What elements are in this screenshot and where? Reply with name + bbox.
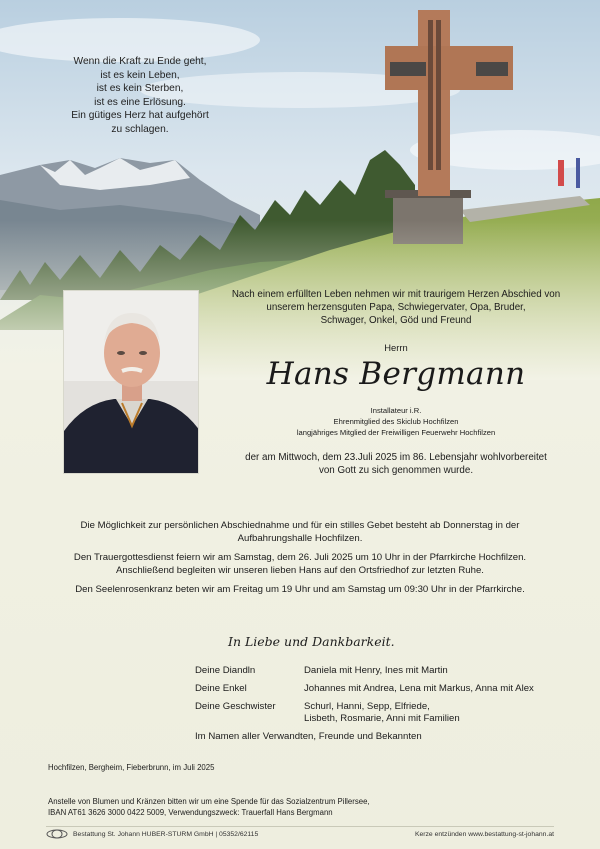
intro-text xyxy=(218,289,574,327)
family-value-line: Johannes mit Andrea, Lena mit Markus, Anna mit Alex xyxy=(304,682,534,694)
death-notice xyxy=(218,451,574,477)
intro-line: Schwager, Onkel, Göd und Freund xyxy=(320,314,472,326)
family-row xyxy=(195,665,575,678)
poem-line: zu schlagen. xyxy=(111,123,169,135)
announcements xyxy=(30,520,570,604)
family-label: Deine Diandln xyxy=(195,665,256,676)
family-label: Deine Geschwister xyxy=(195,700,276,712)
place-date: Hochfilzen, Bergheim, Fieberbrunn, im Juli 2025 xyxy=(48,763,215,772)
announcement-line: Den Seelenrosenkranz beten wir am Freitag um 19 Uhr und am Samstag um 09:30 Uhr in der Pfarrkirche. xyxy=(75,584,525,596)
announcement-line: Aufbahrungshalle Hochfilzen. xyxy=(237,532,363,544)
candle-link[interactable]: Kerze entzünden www.bestattung-st-johann.at xyxy=(414,830,554,838)
family-value xyxy=(304,701,575,727)
footer-company-block xyxy=(46,829,258,839)
poem-line: ist es kein Leben, xyxy=(100,69,180,81)
announcement-line: Den Trauergottesdienst feiern wir am Samstag, dem 26. Juli 2025 um 10 Uhr in der Pfarrkirche Hochfilzen. xyxy=(73,552,527,564)
footer-company: Bestattung St. Johann HUBER-STURM GmbH | 05352/62115 xyxy=(73,830,259,838)
role-line: Installateur i.R. xyxy=(370,406,422,415)
poem-line: ist es eine Erlösung. xyxy=(94,96,186,108)
family-row xyxy=(195,701,575,727)
family-value-line: Lisbeth, Rosmarie, Anni mit Familien xyxy=(304,713,460,725)
role-line: langjähriges Mitglied der Freiwilligen Feuerwehr Hochfilzen xyxy=(296,428,496,437)
announcement xyxy=(30,520,570,545)
announcement xyxy=(30,584,570,597)
family-value xyxy=(304,665,575,678)
intro-line: Nach einem erfüllten Leben nehmen wir mit traurigem Herzen Abschied von xyxy=(231,289,561,300)
company-logo-icon xyxy=(46,829,68,839)
family-value-line: Daniela mit Henry, Ines mit Martin xyxy=(304,665,448,676)
family-row xyxy=(195,683,575,696)
intro-line: unserem herzensguten Papa, Schwiegervater, Opa, Bruder, xyxy=(266,301,526,313)
deceased-name: Hans Bergmann xyxy=(266,356,526,392)
announcement-line: Die Möglichkeit zur persönlichen Abschiednahme und für ein stilles Gebet besteht ab Donnerstag in der xyxy=(80,520,520,531)
announcement xyxy=(30,552,570,577)
portrait-photo xyxy=(63,290,199,474)
footer-divider xyxy=(46,826,554,827)
poem-line: Ein gütiges Herz hat aufgehört xyxy=(71,110,209,122)
donation-line: Anstelle von Blumen und Kränzen bitten wir um eine Spende für das Sozialzentrum Pillersee, xyxy=(48,797,370,806)
all-relatives: Im Namen aller Verwandten, Freunde und Bekannten xyxy=(195,731,422,743)
family-list xyxy=(195,665,575,744)
donation-note xyxy=(48,796,370,818)
role-line: Ehrenmitglied des Skiclub Hochfilzen xyxy=(333,417,459,426)
announcement-line: Anschließend begleiten wir unseren lieben Hans auf den Ortsfriedhof zur letzten Ruhe. xyxy=(116,564,484,576)
poem-line: ist es kein Sterben, xyxy=(96,83,184,95)
salutation: Herrn xyxy=(384,342,408,353)
poem xyxy=(40,55,240,137)
death-line: der am Mittwoch, dem 23.Juli 2025 im 86. Lebensjahr wohlvorbereitet xyxy=(245,452,547,463)
roles xyxy=(218,405,574,438)
family-value xyxy=(304,683,575,696)
family-label: Deine Enkel xyxy=(195,682,247,694)
family-value-line: Schurl, Hanni, Sepp, Elfriede, xyxy=(304,700,430,712)
footer xyxy=(46,829,554,839)
donation-line: IBAN AT61 3626 3000 0422 5009, Verwendungszweck: Trauerfall Hans Bergmann xyxy=(48,808,333,817)
death-line: von Gott zu sich genommen wurde. xyxy=(318,465,474,476)
closing-phrase: In Liebe und Dankbarkeit. xyxy=(228,634,395,649)
poem-line: Wenn die Kraft zu Ende geht, xyxy=(73,56,207,67)
